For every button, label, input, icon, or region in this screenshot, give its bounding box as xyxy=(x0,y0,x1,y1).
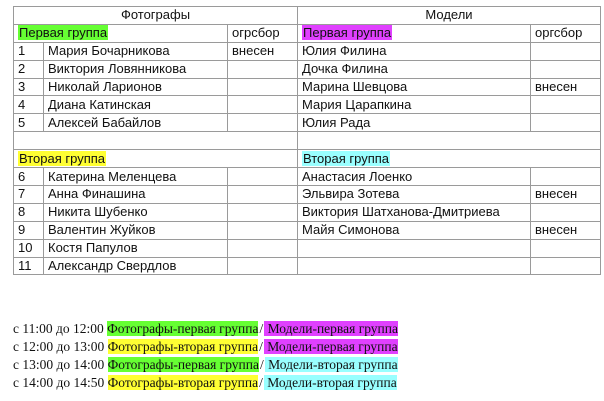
model-fee-status: внесен xyxy=(531,221,601,239)
schedule-separator: / xyxy=(259,375,263,390)
group1-photographers-label: Первая группа xyxy=(19,25,108,41)
model-fee-status xyxy=(531,42,601,60)
schedule-line xyxy=(13,320,398,338)
group2-photographers-cell xyxy=(14,150,298,168)
table-row xyxy=(14,60,601,78)
model-fee-status xyxy=(531,96,601,114)
schedule-line xyxy=(13,356,398,374)
spacer-right xyxy=(298,132,601,150)
photographer-name: Диана Катинская xyxy=(44,96,228,114)
orgsbor-header-left: огрсбор xyxy=(228,24,298,42)
schedule-models-group: Модели-вторая группа xyxy=(263,375,397,390)
photographer-fee-status xyxy=(228,203,298,221)
schedule-photographers-group: Фотографы-вторая группа xyxy=(107,339,259,354)
table-row xyxy=(14,78,601,96)
table-row xyxy=(14,257,601,275)
row-number: 10 xyxy=(14,239,44,257)
model-fee-status xyxy=(531,239,601,257)
group1-models-cell xyxy=(298,24,531,42)
row-number: 9 xyxy=(14,221,44,239)
model-name: Мария Царапкина xyxy=(298,96,531,114)
schedule-models-group: Модели-вторая группа xyxy=(264,357,398,372)
model-fee-status: внесен xyxy=(531,78,601,96)
photographer-fee-status xyxy=(228,168,298,186)
model-name: Дочка Филина xyxy=(298,60,531,78)
row-number: 6 xyxy=(14,168,44,186)
participants-table xyxy=(13,6,601,275)
models-header: Модели xyxy=(298,7,601,25)
schedule-separator: / xyxy=(259,321,264,336)
photographer-fee-status xyxy=(228,114,298,132)
model-fee-status xyxy=(531,203,601,221)
spacer-row xyxy=(14,132,601,150)
schedule xyxy=(13,320,398,392)
row-number: 11 xyxy=(14,257,44,275)
group2-label-row xyxy=(14,150,601,168)
row-number: 7 xyxy=(14,186,44,204)
photographer-name: Мария Бочарникова xyxy=(44,42,228,60)
spacer-left xyxy=(14,132,298,150)
table-row xyxy=(14,168,601,186)
model-name: Юлия Филина xyxy=(298,42,531,60)
schedule-models-group: Модели-первая группа xyxy=(263,339,398,354)
table-row xyxy=(14,221,601,239)
photographer-name: Анна Финашина xyxy=(44,186,228,204)
model-fee-status xyxy=(531,114,601,132)
model-name: Анастасия Лоенко xyxy=(298,168,531,186)
schedule-photographers-group: Фотографы-первая группа xyxy=(107,321,259,336)
group2-photographers-label: Вторая группа xyxy=(19,150,106,166)
row-number: 2 xyxy=(14,60,44,78)
row-number: 1 xyxy=(14,42,44,60)
schedule-line xyxy=(13,374,398,392)
photographer-name: Никита Шубенко xyxy=(44,203,228,221)
model-fee-status xyxy=(531,257,601,275)
table-row xyxy=(14,114,601,132)
model-name: Юлия Рада xyxy=(298,114,531,132)
model-fee-status xyxy=(531,60,601,78)
schedule-time: с 12:00 до 13:00 xyxy=(13,339,108,354)
table-row xyxy=(14,96,601,114)
schedule-photographers-group: Фотографы-вторая группа xyxy=(107,375,259,390)
model-name: Майя Симонова xyxy=(298,221,531,239)
schedule-models-group: Модели-первая группа xyxy=(264,321,398,336)
photographer-name: Виктория Ловянникова xyxy=(44,60,228,78)
model-name: Виктория Шатханова-Дмитриева xyxy=(298,203,531,221)
photographer-fee-status xyxy=(228,257,298,275)
model-fee-status xyxy=(531,168,601,186)
photographer-name: Костя Папулов xyxy=(44,239,228,257)
schedule-separator: / xyxy=(259,339,263,354)
photographer-name: Катерина Меленцева xyxy=(44,168,228,186)
group2-models-cell xyxy=(298,150,601,168)
photographer-name: Валентин Жуйков xyxy=(44,221,228,239)
group2-models-label: Вторая группа xyxy=(303,150,390,166)
table-row xyxy=(14,186,601,204)
model-name xyxy=(298,239,531,257)
group1-models-label: Первая группа xyxy=(303,25,392,41)
table-row xyxy=(14,239,601,257)
row-number: 4 xyxy=(14,96,44,114)
photographer-fee-status xyxy=(228,221,298,239)
table-row xyxy=(14,42,601,60)
row-number: 3 xyxy=(14,78,44,96)
photographer-name: Николай Ларионов xyxy=(44,78,228,96)
photographers-header: Фотографы xyxy=(14,7,298,25)
schedule-time: с 14:00 до 14:50 xyxy=(13,375,108,390)
photographer-fee-status xyxy=(228,96,298,114)
photographer-fee-status xyxy=(228,78,298,96)
photographer-fee-status xyxy=(228,186,298,204)
photographer-fee-status: внесен xyxy=(228,42,298,60)
model-fee-status: внесен xyxy=(531,186,601,204)
photographer-name: Алексей Бабайлов xyxy=(44,114,228,132)
schedule-time: с 11:00 до 12:00 xyxy=(13,321,108,336)
model-name: Марина Шевцова xyxy=(298,78,531,96)
table-header-row xyxy=(14,7,601,25)
model-name xyxy=(298,257,531,275)
photographer-fee-status xyxy=(228,239,298,257)
group1-label-row xyxy=(14,24,601,42)
schedule-separator: / xyxy=(259,357,264,372)
schedule-photographers-group: Фотографы-первая группа xyxy=(107,357,259,372)
group1-photographers-cell xyxy=(14,24,228,42)
row-number: 5 xyxy=(14,114,44,132)
photographer-fee-status xyxy=(228,60,298,78)
orgsbor-header-right: оргсбор xyxy=(531,24,601,42)
row-number: 8 xyxy=(14,203,44,221)
photographer-name: Александр Свердлов xyxy=(44,257,228,275)
schedule-time: с 13:00 до 14:00 xyxy=(13,357,108,372)
table-row xyxy=(14,203,601,221)
model-name: Эльвира Зотева xyxy=(298,186,531,204)
schedule-line xyxy=(13,338,398,356)
